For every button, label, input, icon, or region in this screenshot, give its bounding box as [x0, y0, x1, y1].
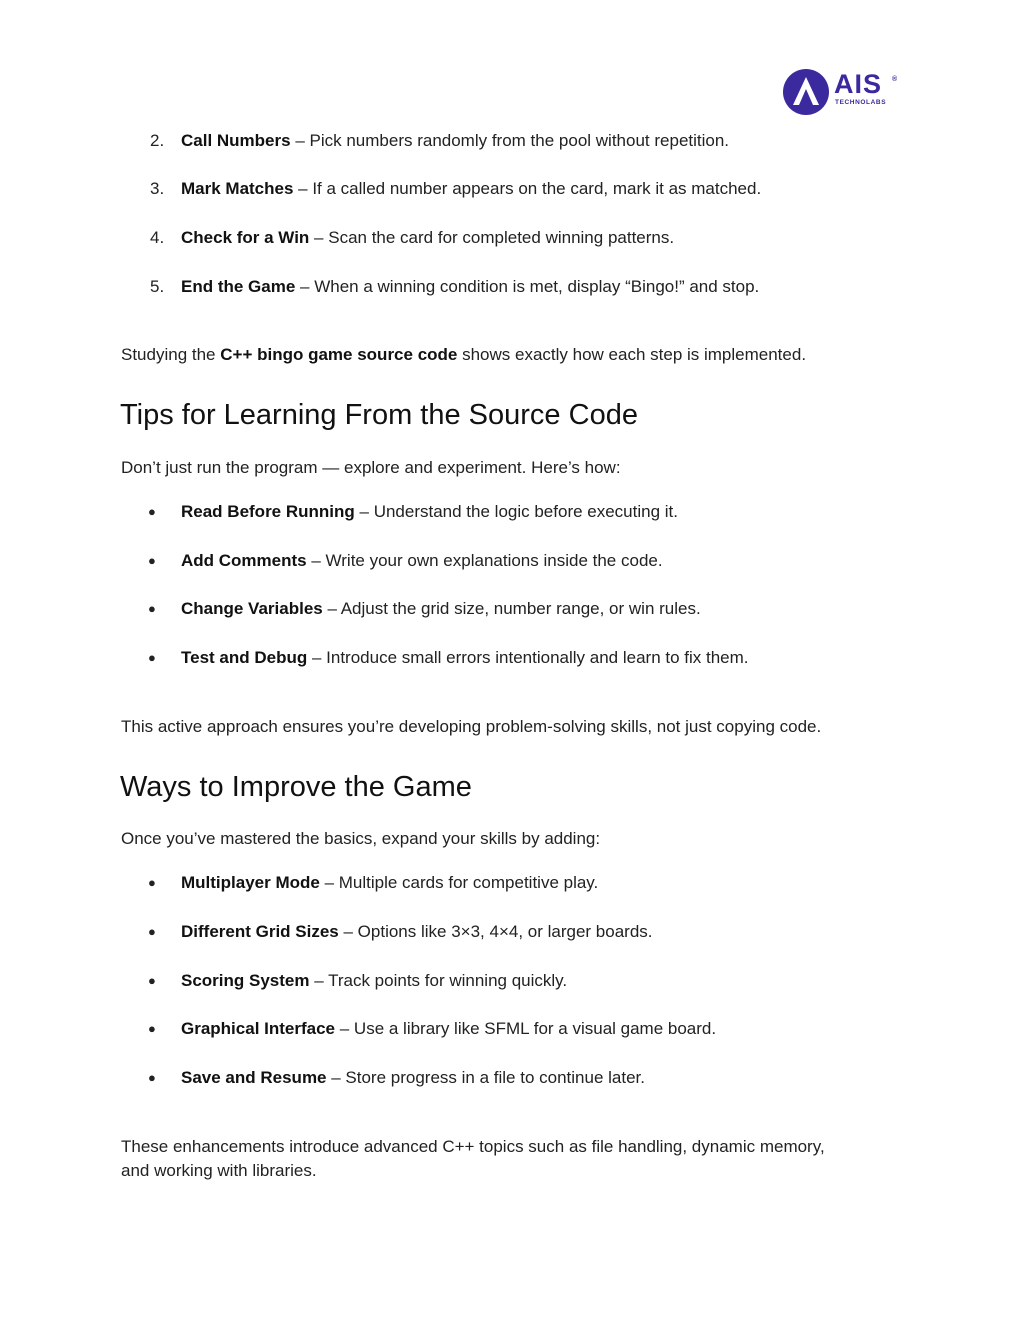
bullet-icon: ●	[148, 553, 156, 568]
tips-heading: Tips for Learning From the Source Code	[120, 399, 638, 431]
list-item-title: Scoring System	[181, 971, 310, 990]
bullet-icon: ●	[148, 924, 156, 939]
list-item	[0, 275, 1024, 299]
tips-outro: This active approach ensures you’re developing problem-solving skills, not just copying code.	[121, 717, 822, 736]
tips-intro: Don’t just run the program — explore and experiment. Here’s how:	[121, 458, 621, 477]
list-item-title: Read Before Running	[181, 502, 355, 521]
bullet-icon: ●	[148, 650, 156, 665]
list-item	[0, 871, 1024, 895]
list-number: 3.	[150, 179, 165, 198]
list-item-text: – Use a library like SFML for a visual game board.	[335, 1019, 717, 1038]
logo-circle-icon	[782, 68, 830, 116]
logo-registered-mark: ®	[892, 76, 898, 83]
list-item-text: – Store progress in a file to continue later.	[326, 1068, 645, 1087]
list-item-text: – When a winning condition is met, display “Bingo!” and stop.	[295, 277, 760, 296]
list-item-title: Different Grid Sizes	[181, 922, 339, 941]
list-item-title: Graphical Interface	[181, 1019, 336, 1038]
list-number: 2.	[150, 131, 165, 150]
studying-paragraph	[121, 343, 901, 367]
improve-heading: Ways to Improve the Game	[120, 771, 472, 803]
logo-subtext: TECHNOLABS	[835, 99, 887, 106]
list-item	[0, 177, 1024, 201]
list-item-text: – Introduce small errors intentionally and learn to fix them.	[307, 648, 749, 667]
list-item-text: – Options like 3×3, 4×4, or larger boards.	[338, 922, 653, 941]
list-item	[0, 549, 1024, 573]
list-item-text: – If a called number appears on the card, mark it as matched.	[293, 179, 762, 198]
paragraph-line: and working with libraries.	[121, 1161, 317, 1180]
list-number: 5.	[150, 277, 165, 296]
improve-outro	[121, 1135, 901, 1183]
list-item	[0, 226, 1024, 250]
list-item-text: – Scan the card for completed winning patterns.	[309, 228, 675, 247]
bullet-icon: ●	[148, 973, 156, 988]
bullet-icon: ●	[148, 875, 156, 890]
bullet-icon: ●	[148, 1021, 156, 1036]
bullet-icon: ●	[148, 504, 156, 519]
list-item	[0, 920, 1024, 944]
list-item	[0, 597, 1024, 621]
bullet-icon: ●	[148, 1070, 156, 1085]
list-item-title: Change Variables	[181, 599, 323, 618]
list-item-text: – Pick numbers randomly from the pool without repetition.	[290, 131, 730, 150]
paragraph-text: Studying the	[121, 345, 221, 364]
list-item-title: End the Game	[181, 277, 296, 296]
list-item	[0, 129, 1024, 153]
list-item-title: Save and Resume	[181, 1068, 327, 1087]
list-item-title: Test and Debug	[181, 648, 308, 667]
list-item-text: – Track points for winning quickly.	[309, 971, 568, 990]
list-item	[0, 646, 1024, 670]
list-number: 4.	[150, 228, 165, 247]
list-item-text: – Write your own explanations inside the code.	[306, 551, 663, 570]
list-item-text: – Understand the logic before executing it.	[354, 502, 678, 521]
paragraph-bold-text: C++ bingo game source code	[220, 345, 458, 364]
list-item-title: Mark Matches	[181, 179, 294, 198]
list-item-text: – Multiple cards for competitive play.	[319, 873, 599, 892]
list-item-text: – Adjust the grid size, number range, or win rules.	[322, 599, 701, 618]
list-item-title: Call Numbers	[181, 131, 291, 150]
improve-intro: Once you’ve mastered the basics, expand your skills by adding:	[121, 829, 601, 848]
paragraph-line: These enhancements introduce advanced C++ topics such as file handling, dynamic memory,	[121, 1137, 825, 1156]
list-item	[0, 500, 1024, 524]
list-item-title: Multiplayer Mode	[181, 873, 320, 892]
list-item	[0, 1017, 1024, 1041]
paragraph-text: shows exactly how each step is implemented.	[457, 345, 807, 364]
logo-letters: AIS	[834, 69, 883, 99]
list-item	[0, 1066, 1024, 1090]
company-logo	[782, 68, 902, 118]
list-item-title: Check for a Win	[181, 228, 310, 247]
bullet-icon: ●	[148, 601, 156, 616]
list-item	[0, 969, 1024, 993]
list-item-title: Add Comments	[181, 551, 307, 570]
